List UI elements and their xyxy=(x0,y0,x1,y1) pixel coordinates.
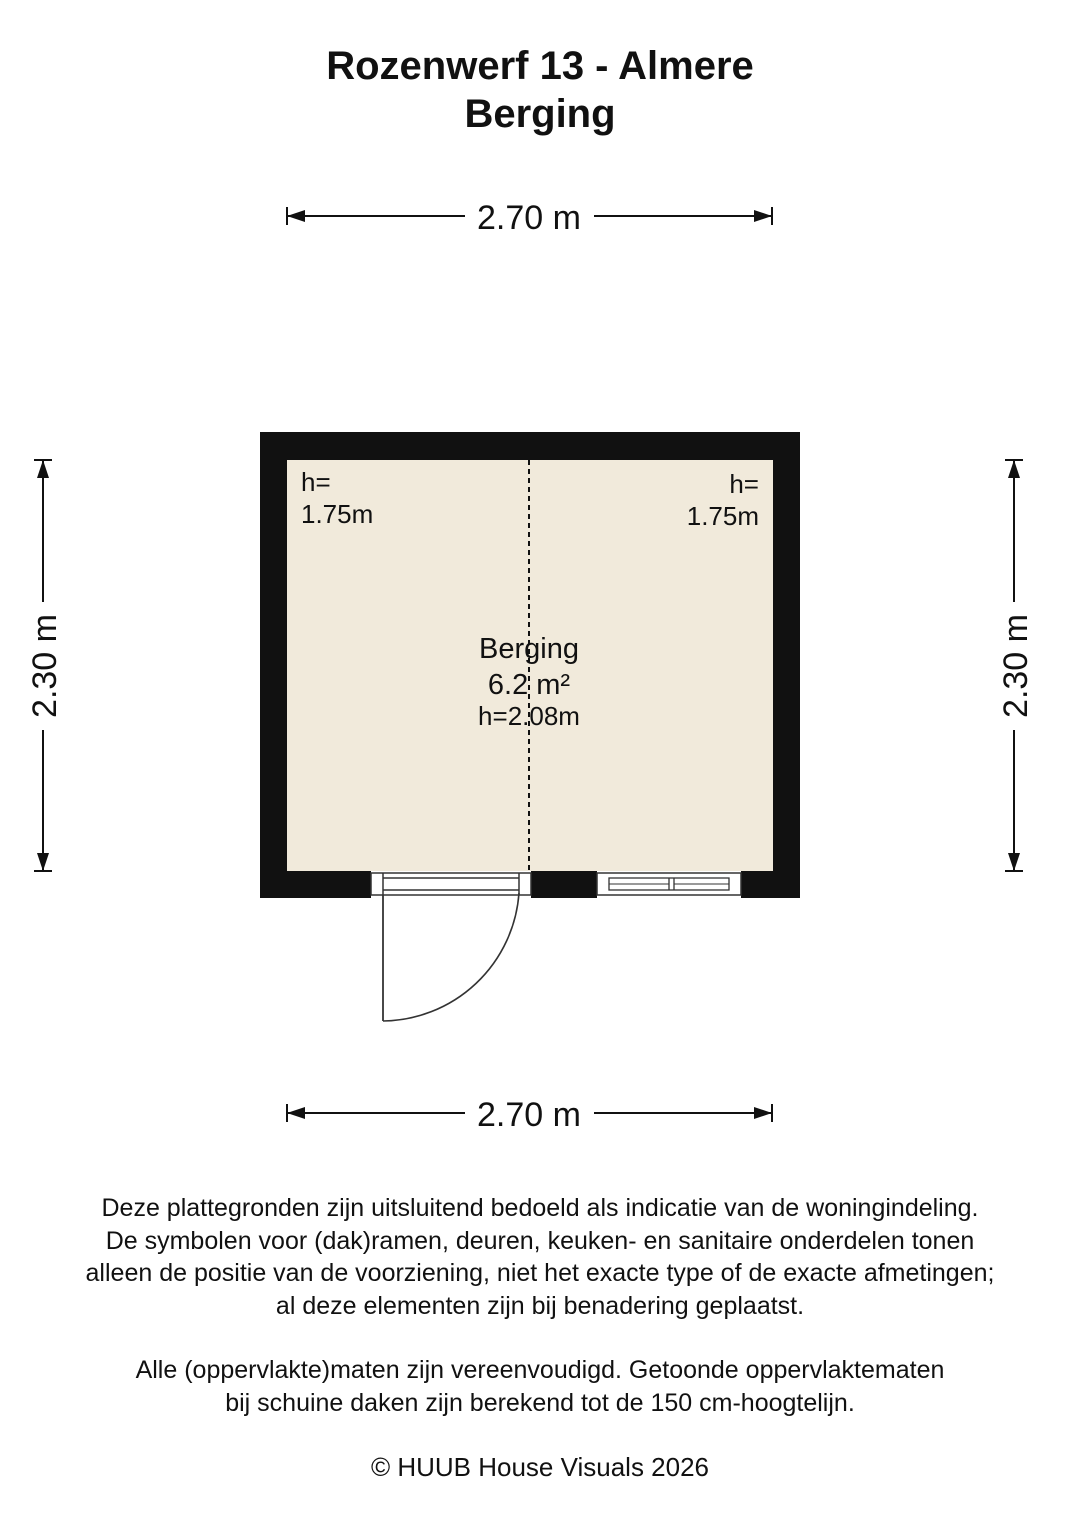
plan-subtitle: Berging xyxy=(464,92,616,136)
dimension-bottom xyxy=(287,1096,772,1134)
disclaimer-line: al deze elementen zijn bij benadering geplaatst. xyxy=(275,1291,805,1320)
copyright-notice: © HUUB House Visuals 2026 xyxy=(370,1452,710,1482)
disclaimer-line: alleen de positie van de voorziening, niet het exacte type of de exacte afmetingen; xyxy=(85,1259,995,1287)
left-height-label: h= xyxy=(301,467,331,497)
door-swing-arc xyxy=(383,893,519,1021)
dimension-top xyxy=(287,199,772,237)
left-height-value: 1.75m xyxy=(301,499,374,529)
disclaimer-paragraph-2 xyxy=(0,1354,1080,1419)
dimension-left xyxy=(26,460,64,871)
disclaimer-line: Alle (oppervlakte)maten zijn vereenvoudigd. Getoonde oppervlaktematen xyxy=(135,1356,945,1384)
disclaimer-line: De symbolen voor (dak)ramen, deuren, keuken- en sanitaire onderdelen tonen xyxy=(105,1226,975,1255)
room-area: 6.2 m² xyxy=(487,669,571,701)
room-height: h=2.08m xyxy=(478,701,580,731)
dimension-right-label: 2.30 m xyxy=(997,614,1035,718)
door xyxy=(371,871,531,1021)
dimension-top-label: 2.70 m xyxy=(477,199,581,237)
plan-title: Rozenwerf 13 - Almere xyxy=(326,44,754,88)
room-name: Berging xyxy=(479,633,579,665)
right-height-label: h= xyxy=(729,469,759,499)
disclaimer-line: bij schuine daken zijn berekend tot de 150 cm-hoogtelijn. xyxy=(225,1388,855,1417)
dimension-bottom-label: 2.70 m xyxy=(477,1096,581,1134)
right-height-value: 1.75m xyxy=(686,501,759,531)
disclaimer-line: Deze plattegronden zijn uitsluitend bedoeld als indicatie van de woningindeling. xyxy=(101,1194,979,1222)
disclaimer-paragraph-1 xyxy=(0,1192,1080,1322)
dimension-right xyxy=(997,460,1035,871)
dimension-left-label: 2.30 m xyxy=(26,614,64,718)
window xyxy=(597,871,741,898)
